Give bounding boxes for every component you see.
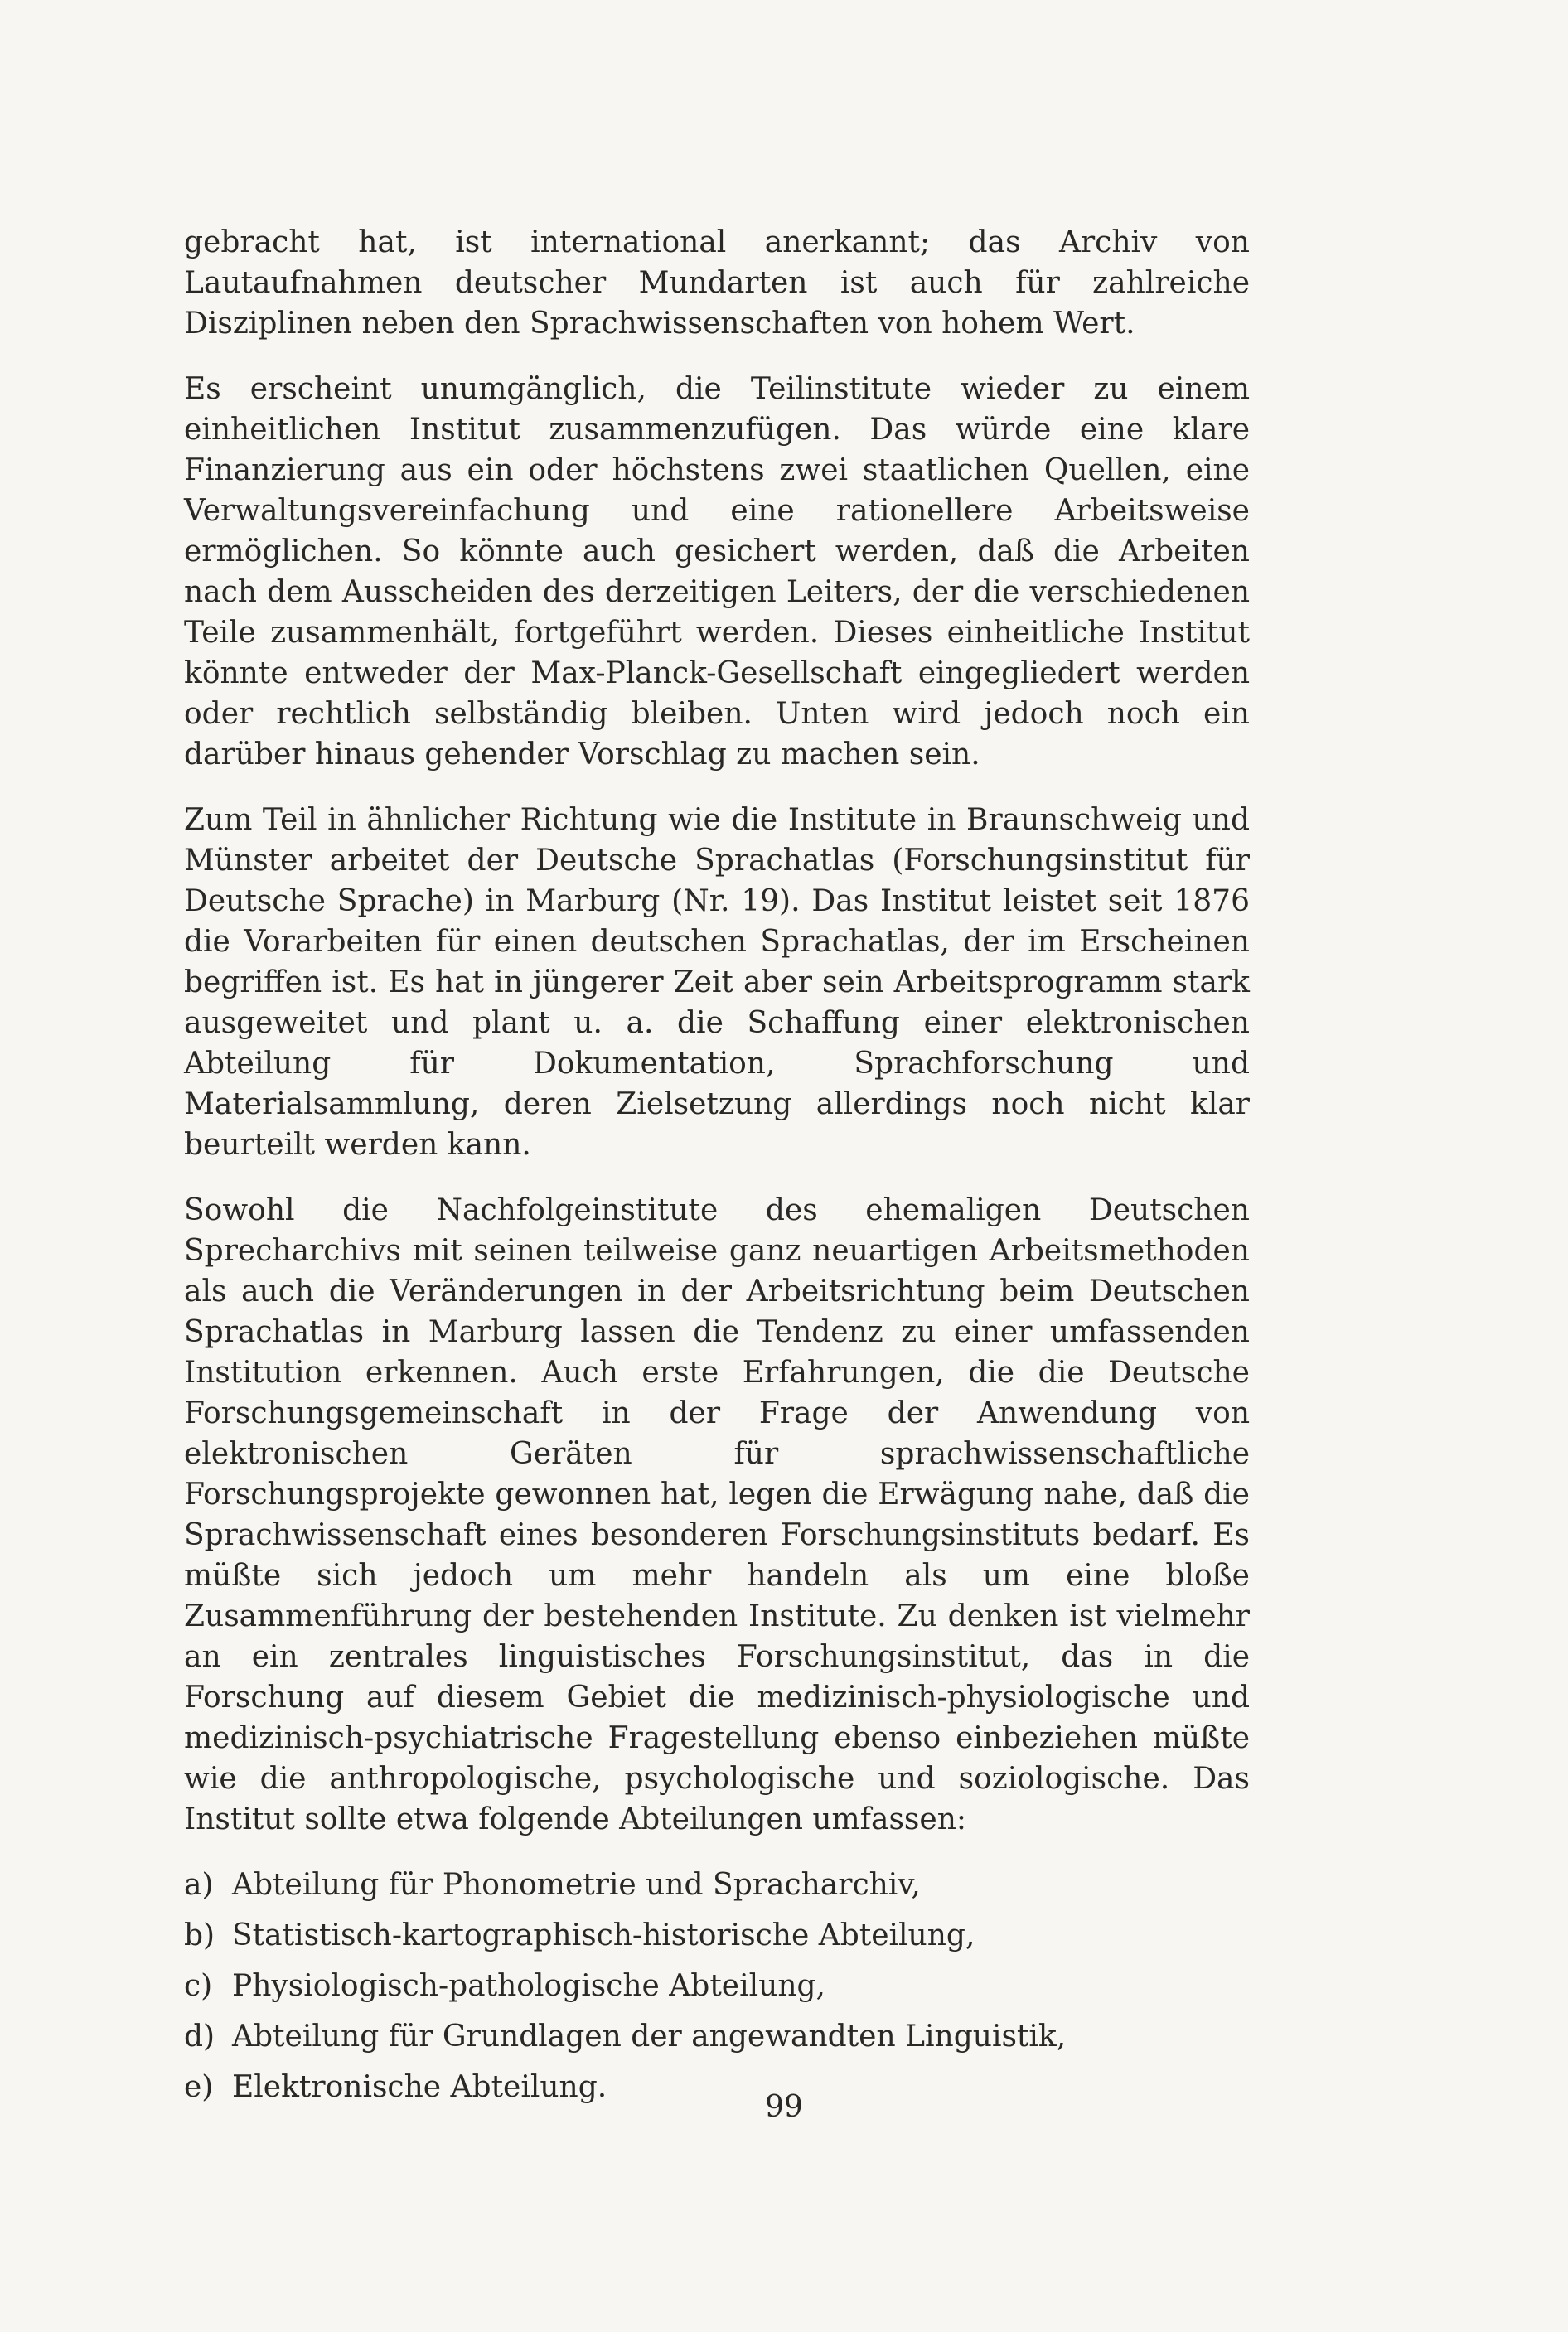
page-number: 99 [765,2090,803,2124]
paragraph-2: Es erscheint unumgänglich, die Teilinstitute wieder zu einem einheitlichen Institut zusammenzufügen. Das würde eine klare Finanzierung aus ein oder höchstens zwei staatlichen Quellen, eine Verwaltungsvereinfachung und eine rationellere Arbeitsweise ermöglichen. So könnte auch gesichert werden, daß die Arbeiten nach dem Ausscheiden des derzeitigen Leiters, der die verschiedenen Teile zusammenhält, fortgeführt werden. Dieses einheitliche Institut könnte entweder der Max-Planck-Gesellschaft eingegliedert werden oder rechtlich selbständig bleiben. Unten wird jedoch noch ein darüber hinaus gehender Vorschlag zu machen sein. [184,372,1250,772]
paragraph-4: Sowohl die Nachfolgeinstitute des ehemaligen Deutschen Sprecharchivs mit seinen teilweise ganz neuartigen Arbeitsmethoden als auch die Veränderungen in der Arbeitsrichtung beim Deutschen Sprachatlas in Marburg lassen die Tendenz zu einer umfassenden Institution erkennen. Auch erste Erfahrungen, die die Deutsche Forschungsgemeinschaft in der Frage der Anwendung von elektronischen Geräten für sprachwissenschaftliche Forschungsprojekte gewonnen hat, legen die Erwägung nahe, daß die Sprachwissenschaft eines besonderen Forschungsinstituts bedarf. Es müßte sich jedoch um mehr handeln als um eine bloße Zusammenführung der bestehenden Institute. Zu denken ist vielmehr an ein zentrales linguistisches Forschungsinstitut, das in die Forschung auf diesem Gebiet die medizinisch-physiologische und medizinisch-psychiatrische Fragestellung ebenso einbeziehen müßte wie die anthropologische, psychologische und soziologische. Das Institut sollte etwa folgende Abteilungen umfassen: [184,1193,1250,1836]
paragraph-3: Zum Teil in ähnlicher Richtung wie die Institute in Braunschweig und Münster arbeitet der Deutsche Sprachatlas (Forschungsinstitut für Deutsche Sprache) in Marburg (Nr. 19). Das Institut leistet seit 1876 die Vorarbeiten für einen deutschen Sprachatlas, der im Erscheinen begriffen ist. Es hat in jüngerer Zeit aber sein Arbeitsprogramm stark ausgeweitet und plant u. a. die Schaffung einer elektronischen Abteilung für Dokumentation, Sprachforschung und Materialsammlung, deren Zielsetzung allerdings noch nicht klar beurteilt werden kann. [184,803,1250,1162]
list-item-letter: c) [184,1969,213,2003]
body-text [184,222,1250,2117]
list-item-letter: e) [184,2070,214,2104]
department-list [184,1865,1250,2107]
list-item-text: Elektronische Abteilung. [232,2070,607,2104]
list-item-text: Physiologisch-pathologische Abteilung, [232,1969,825,2003]
list-item-text: Abteilung für Phonometrie und Spracharchiv, [232,1868,921,1902]
list-item-letter: b) [184,1918,215,1952]
list-item [184,1865,1250,1905]
list-item-text: Abteilung für Grundlagen der angewandten Linguistik, [232,2020,1067,2054]
list-item [184,2016,1250,2057]
list-item [184,1966,1250,2006]
list-item-letter: a) [184,1868,214,1902]
list-item-text: Statistisch-kartographisch-historische Abteilung, [232,1918,975,1952]
list-item [184,1915,1250,1956]
paragraph-1: gebracht hat, ist international anerkannt; das Archiv von Lautaufnahmen deutscher Mundarten ist auch für zahlreiche Disziplinen neben den Sprachwissenschaften von hohem Wert. [184,225,1250,341]
list-item-letter: d) [184,2020,215,2054]
